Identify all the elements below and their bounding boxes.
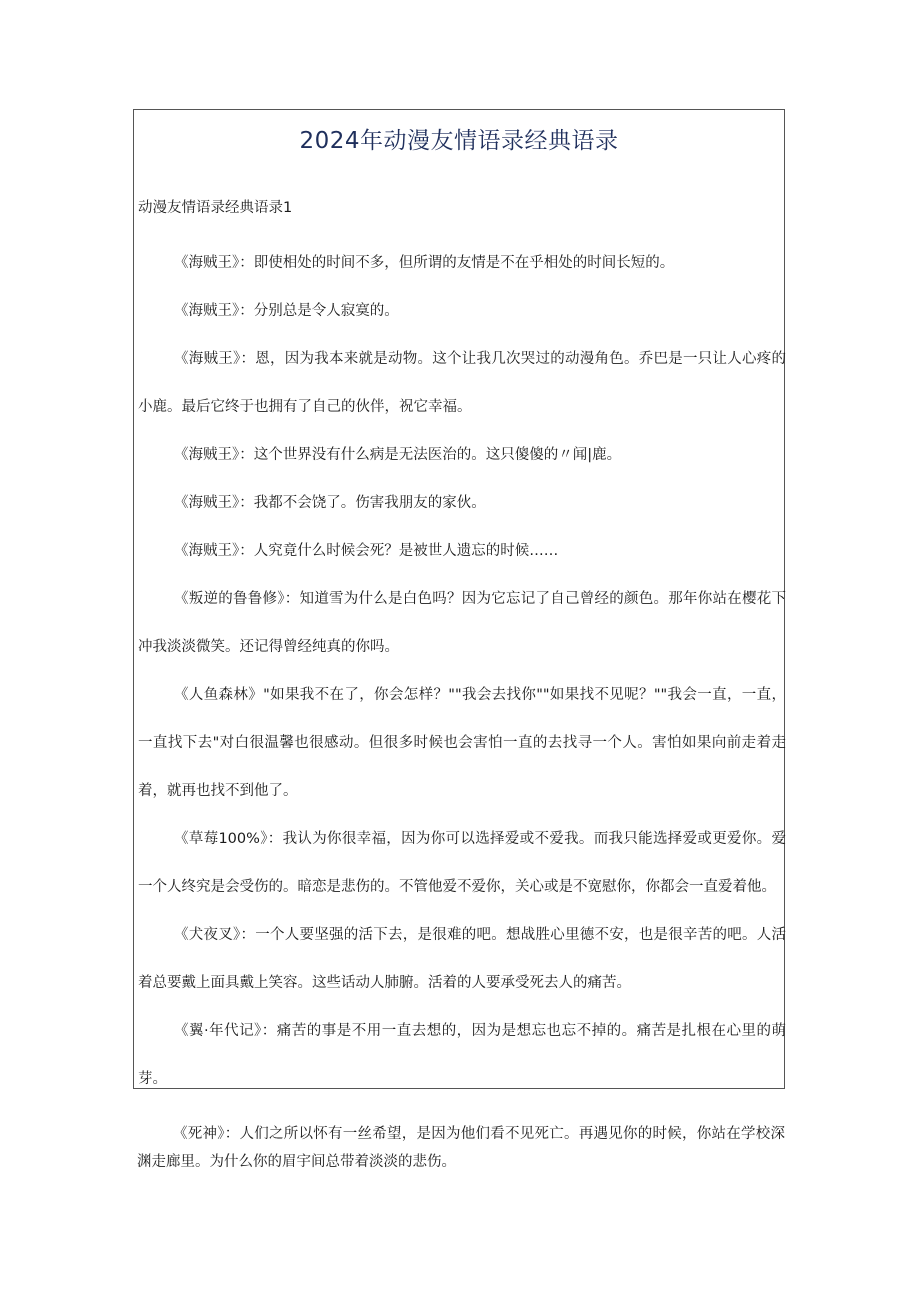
section-heading: 动漫友情语录经典语录1: [138, 200, 293, 216]
paragraph-10: 《犬夜叉》：一个人要坚强的活下去，是很难的吧。想战胜心里德不安，也是很辛苦的吧。人活着总要戴上面具戴上笑容。这些话动人肺腑。活着的人要承受死去人的痛苦。: [138, 927, 786, 991]
paragraph-12: 《死神》：人们之所以怀有一丝希望，是因为他们看不见死亡。再遇见你的时候，你站在学校深渊走廊里。为什么你的眉宇间总带着淡淡的悲伤。: [137, 1126, 785, 1170]
paragraph-5: 《海贼王》：我都不会饶了。伤害我朋友的家伙。: [174, 495, 486, 511]
paragraph-7: 《叛逆的鲁鲁修》：知道雪为什么是白色吗？因为它忘记了自己曾经的颜色。那年你站在樱花下冲我淡淡微笑。还记得曾经纯真的你吗。: [138, 591, 786, 655]
paragraph-9: 《草莓100%》：我认为你很幸福，因为你可以选择爱或不爱我。而我只能选择爱或更爱你。爱一个人终究是会受伤的。暗恋是悲伤的。不管他爱不爱你，关心或是不宽慰你，你都会一直爱着他。: [138, 831, 786, 895]
document-frame: [133, 109, 785, 1089]
paragraph-8: 《人鱼森林》"如果我不在了，你会怎样？""我会去找你""如果找不见呢？""我会一直，一直，一直找下去"对白很温馨也很感动。但很多时候也会害怕一直的去找寻一个人。害怕如果向前走着走着，就再也找不到他了。: [138, 687, 786, 799]
paragraph-3: 《海贼王》：恩，因为我本来就是动物。这个让我几次哭过的动漫角色。乔巴是一只让人心疼的小鹿。最后它终于也拥有了自己的伙伴，祝它幸福。: [138, 351, 786, 415]
paragraph-6: 《海贼王》：人究竟什么时候会死？是被世人遗忘的时候……: [174, 543, 559, 559]
paragraph-2: 《海贼王》：分别总是令人寂寞的。: [174, 303, 399, 319]
paragraph-4: 《海贼王》：这个世界没有什么病是无法医治的。这只傻傻的〃闻|鹿。: [174, 447, 622, 463]
page-title: 2024年动漫友情语录经典语录: [299, 128, 619, 154]
paragraph-11: 《翼·年代记》：痛苦的事是不用一直去想的，因为是想忘也忘不掉的。痛苦是扎根在心里的萌芽。: [138, 1023, 786, 1087]
paragraph-1: 《海贼王》：即使相处的时间不多，但所谓的友情是不在乎相处的时间长短的。: [174, 255, 675, 271]
